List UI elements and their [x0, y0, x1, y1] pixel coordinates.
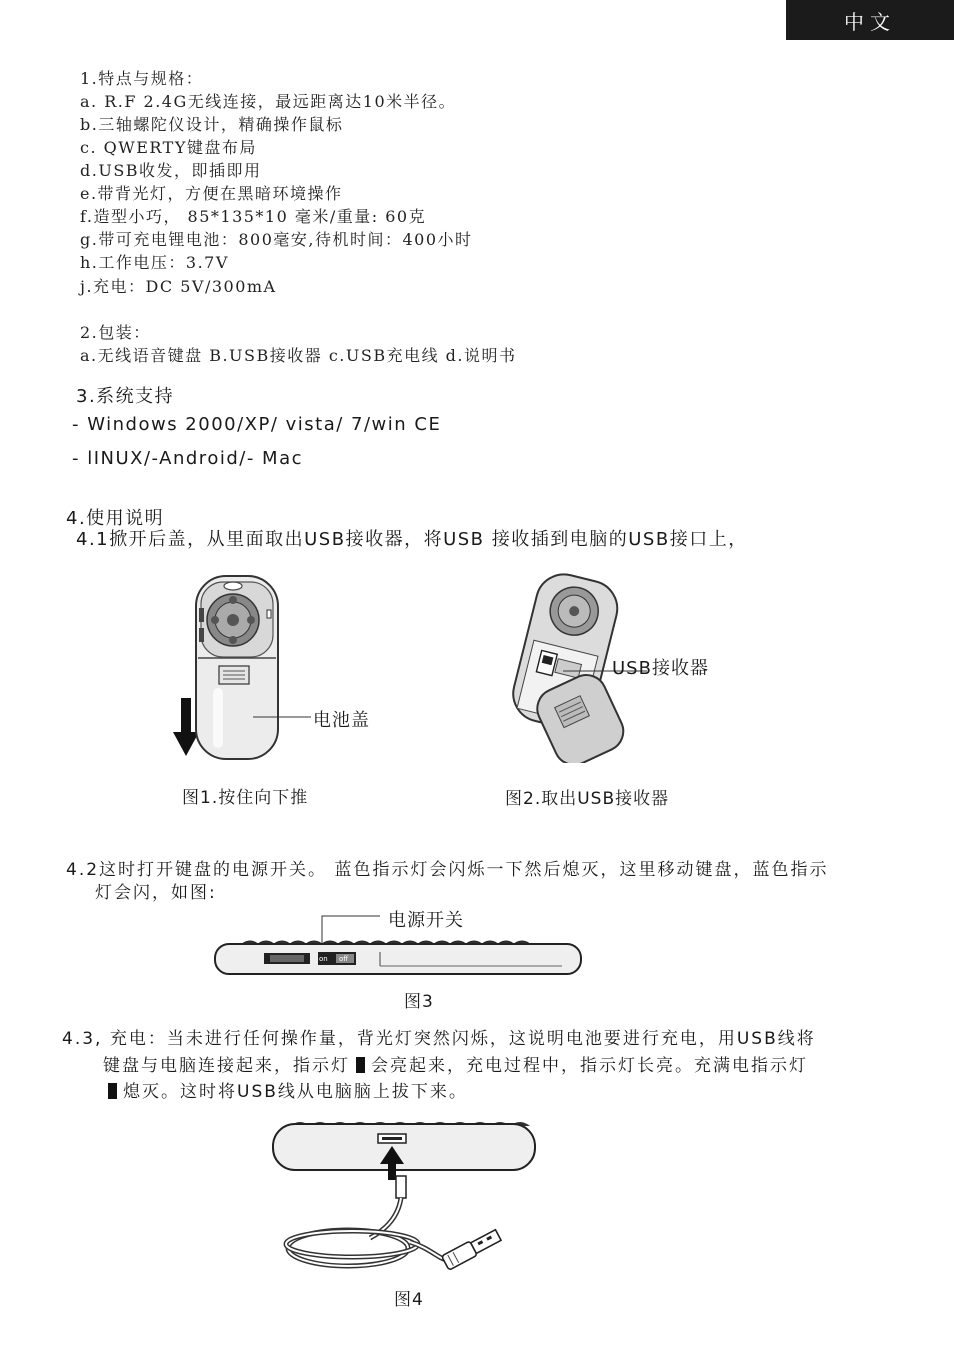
step-4-2-line1: 4.2这时打开键盘的电源开关。 蓝色指示灯会闪烁一下然后熄灭，这里移动键盘，蓝色指示 — [66, 860, 829, 880]
figure3-caption: 图3 — [404, 992, 434, 1012]
section3-title: 3.系统支持 — [76, 386, 175, 407]
package-contents: a.无线语音键盘 B.USB接收器 c.USB充电线 d.说明书 — [80, 346, 517, 365]
figure2-caption: 图2.取出USB接收器 — [505, 789, 670, 809]
spec-item: g.带可充电锂电池：800毫安,待机时间：400小时 — [80, 230, 473, 249]
spec-item: a. R.F 2.4G无线连接，最远距离达10米半径。 — [80, 92, 457, 111]
spec-item: d.USB收发，即插即用 — [80, 161, 262, 180]
step-4-3-line2b: 会亮起来，充电过程中，指示灯长亮。充满电指示灯 — [371, 1056, 808, 1076]
spec-item: h.工作电压：3.7V — [80, 253, 229, 272]
power-switch-label: 电源开关 — [388, 910, 464, 931]
section4-title: 4.使用说明 — [66, 508, 165, 529]
figure4-charging-illustration — [270, 1110, 540, 1288]
spec-item: j.充电：DC 5V/300mA — [80, 277, 277, 296]
figure4-caption: 图4 — [394, 1290, 424, 1310]
spec-item: c. QWERTY键盘布局 — [80, 138, 257, 157]
switch-on-label: on — [319, 955, 328, 963]
spec-item: e.带背光灯，方便在黑暗环境操作 — [80, 184, 343, 203]
battery-cover-label: 电池盖 — [313, 710, 370, 731]
usb-receiver-label: USB接收器 — [612, 658, 709, 679]
os-support-item: - lINUX/-Android/- Mac — [72, 448, 303, 469]
step-4-3-line2 — [103, 1051, 808, 1076]
step-4-3-line3: 熄灭。这时将USB线从电脑脑上拔下来。 — [123, 1082, 468, 1102]
step-4-3-line1: 4.3, 充电：当未进行任何操作量，背光灯突然闪烁，这说明电池要进行充电，用USB线将 — [62, 1029, 816, 1049]
switch-off-label: off — [339, 955, 349, 963]
step-4-1: 4.1掀开后盖，从里面取出USB接收器，将USB 接收插到电脑的USB接口上， — [76, 529, 748, 550]
figure1-device-illustration — [165, 570, 365, 765]
section1-title: 1.特点与规格： — [80, 69, 204, 88]
indicator-led-icon — [356, 1057, 365, 1073]
step-4-3-line2a: 键盘与电脑连接起来，指示灯 — [103, 1056, 350, 1076]
language-tab[interactable]: 中文 — [786, 0, 954, 40]
spec-item: b.三轴螺陀仪设计，精确操作鼠标 — [80, 115, 344, 134]
step-4-3-line3-wrap — [108, 1077, 468, 1102]
os-support-item: - Windows 2000/XP/ vista/ 7/win CE — [72, 414, 442, 435]
step-4-2-line2: 灯会闪，如图: — [95, 883, 217, 903]
indicator-led-icon — [108, 1083, 117, 1099]
spec-item: f.造型小巧， 85*135*10 毫米/重量: 60克 — [80, 207, 427, 226]
section2-title: 2.包装： — [80, 323, 151, 342]
figure1-caption: 图1.按住向下推 — [182, 788, 309, 808]
